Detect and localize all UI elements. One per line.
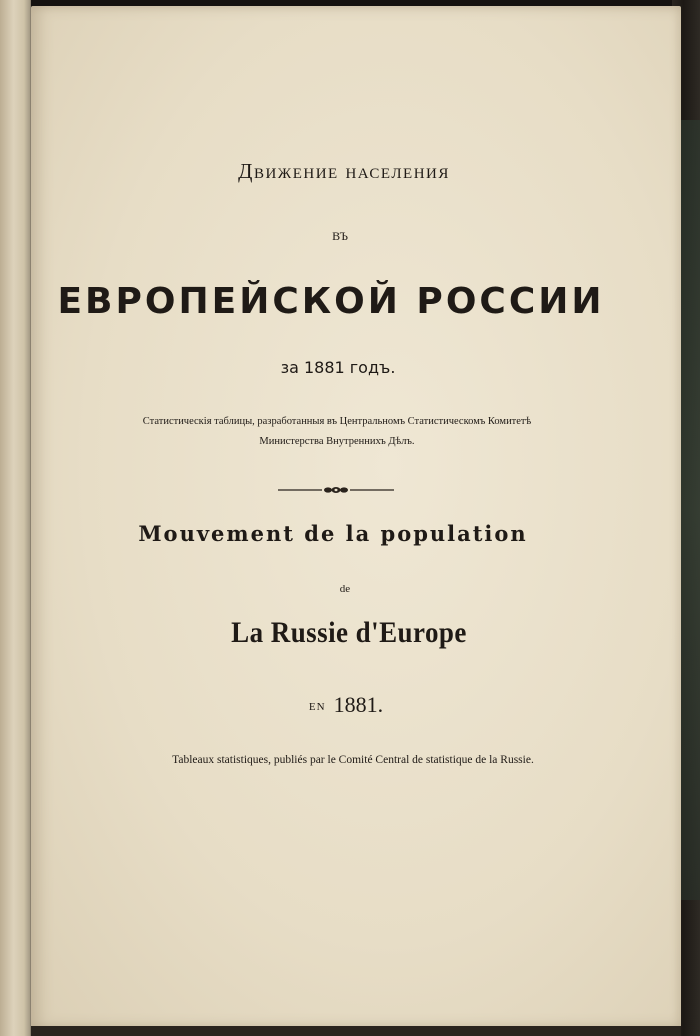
russian-subtitle-line-1: Статистическія таблицы, разработанныя въ Центральномъ Статистическомъ Комитетѣ <box>142 416 532 427</box>
ornament-divider <box>31 483 681 499</box>
french-heading: Mouvement de la population <box>138 521 528 546</box>
russian-heading: Движение населения <box>238 159 450 183</box>
french-main-title: La Russie d'Europe <box>231 616 467 649</box>
russian-year-line: за 1881 годъ. <box>280 358 396 377</box>
adjacent-book-spine <box>681 120 700 900</box>
french-preposition: de <box>339 583 351 595</box>
french-year-line <box>21 692 671 718</box>
book-cover-edge <box>0 0 31 1036</box>
russian-main-title: ЕВРОПЕЙСКОЙ РОССИИ <box>57 281 605 322</box>
bottom-shadow <box>31 1026 681 1036</box>
title-page <box>31 6 681 1028</box>
french-subtitle: Tableaux statistiques, publiés par le Comité Central de statistique de la Russie. <box>172 754 534 766</box>
russian-preposition: въ <box>332 225 348 244</box>
ornament-rule-icon <box>276 483 396 497</box>
french-year-prefix: EN <box>308 700 326 713</box>
russian-subtitle-line-2: Министерства Внутреннихъ Дѣлъ. <box>259 436 415 447</box>
french-year: 1881. <box>333 692 384 717</box>
